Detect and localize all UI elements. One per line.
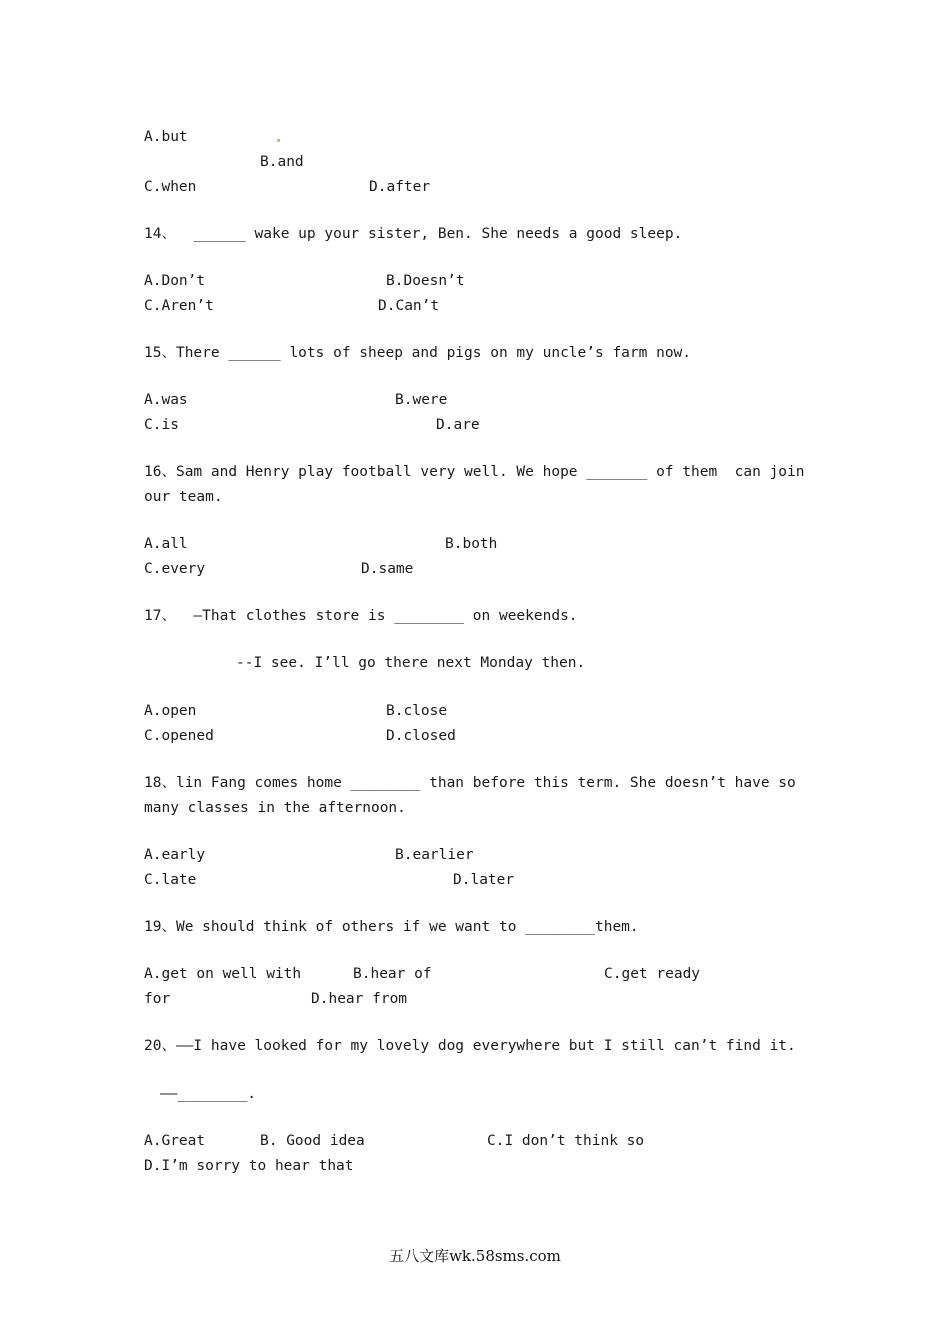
q16-option-b: B.both (445, 536, 498, 552)
q19-option-c-line2: for (144, 991, 171, 1007)
q16-stem-line2: our team. (144, 489, 223, 505)
q17-option-b: B.close (386, 703, 448, 719)
q14-option-d: D.Can’t (378, 298, 440, 314)
q20-option-c: C.I don’t think so (487, 1133, 645, 1149)
q20-stem: 20、——I have looked for my lovely dog everywhere but I still can’t find it. (144, 1038, 796, 1054)
q19-stem: 19、We should think of others if we want to ________them. (144, 919, 639, 935)
q19-option-a: A.get on well with (144, 966, 302, 982)
q18-option-c: C.late (144, 872, 197, 888)
q15-option-a: A.was (144, 392, 188, 408)
q14-option-c: C.Aren’t (144, 298, 214, 314)
q15-option-d: D.are (436, 417, 480, 433)
q19-option-c-line1: C.get ready (604, 966, 701, 982)
q15-stem: 15、There ______ lots of sheep and pigs on my uncle’s farm now. (144, 345, 692, 361)
q19-option-d: D.hear from (311, 991, 408, 1007)
footer-watermark: 五八文库wk.58sms.com (389, 1247, 561, 1265)
q20-reply: ——________. (160, 1086, 257, 1102)
q13-option-c: C.when (144, 179, 197, 195)
q16-stem-line1: 16、Sam and Henry play football very well. We hope _______ of them can join (144, 464, 805, 480)
q19-option-b: B.hear of (353, 966, 432, 982)
q18-stem-line2: many classes in the afternoon. (144, 800, 406, 816)
q17-option-c: C.opened (144, 728, 214, 744)
q13-option-a: A.but (144, 129, 188, 145)
q18-option-d: D.later (453, 872, 515, 888)
q15-option-b: B.were (395, 392, 448, 408)
q13-option-b: B.and (260, 154, 304, 170)
q17-stem: 17、 –That clothes store is ________ on weekends. (144, 608, 578, 624)
q18-stem-line1: 18、lin Fang comes home ________ than before this term. She doesn’t have so (144, 775, 796, 791)
q20-option-b: B. Good idea (260, 1133, 365, 1149)
q14-option-a: A.Don’t (144, 273, 206, 289)
q15-option-c: C.is (144, 417, 179, 433)
q17-reply: --I see. I’ll go there next Monday then. (236, 655, 586, 671)
q18-option-b: B.earlier (395, 847, 474, 863)
q14-stem: 14、 ______ wake up your sister, Ben. She needs a good sleep. (144, 226, 683, 242)
q20-option-a: A.Great (144, 1133, 206, 1149)
q13-option-d: D.after (369, 179, 431, 195)
q18-option-a: A.early (144, 847, 206, 863)
q17-option-a: A.open (144, 703, 197, 719)
q16-option-a: A.all (144, 536, 188, 552)
q14-option-b: B.Doesn’t (386, 273, 465, 289)
q17-option-d: D.closed (386, 728, 456, 744)
stray-dot (277, 139, 280, 142)
q16-option-c: C.every (144, 561, 206, 577)
q20-option-d: D.I’m sorry to hear that (144, 1158, 354, 1174)
q16-option-d: D.same (361, 561, 414, 577)
